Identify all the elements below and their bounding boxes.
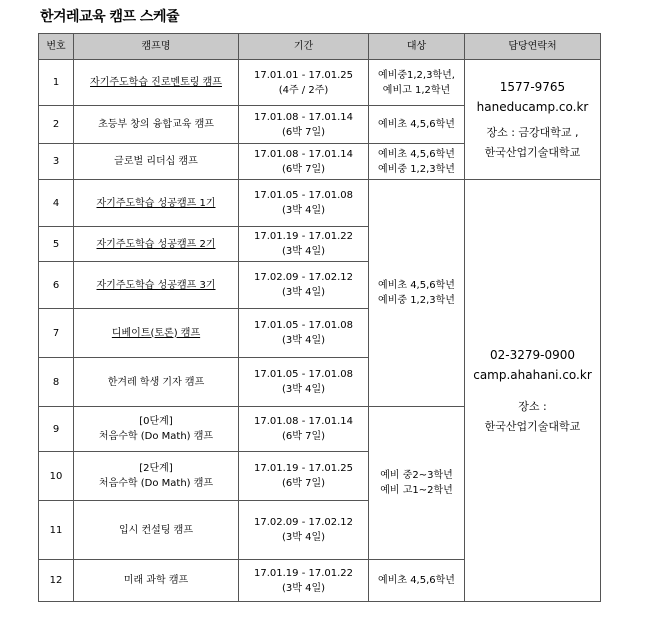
contact-cell-a	[465, 60, 601, 180]
cell-period: 17.01.05 - 17.01.08 (3박 4일)	[239, 309, 369, 358]
cell-target-group-a: 예비초 4,5,6학년 예비중 1,2,3학년	[369, 180, 465, 407]
cell-no: 9	[39, 407, 74, 452]
cell-target: 예비초 4,5,6학년	[369, 106, 465, 144]
cell-target-group-b: 예비 중2~3학년 예비 고1~2학년	[369, 407, 465, 560]
cell-period: 17.01.01 - 17.01.25 (4주 / 2주)	[239, 60, 369, 106]
cell-period: 17.01.08 - 17.01.14 (6박 7일)	[239, 144, 369, 180]
page-title: 한겨레교육 캠프 스케쥴	[40, 9, 179, 25]
contact-place2: 한국산업기술대학교	[484, 145, 581, 159]
cell-period: 17.02.09 - 17.02.12 (3박 4일)	[239, 501, 369, 560]
cell-name: 자기주도학습 성공캠프 1기	[74, 180, 239, 227]
cell-period: 17.02.09 - 17.02.12 (3박 4일)	[239, 262, 369, 309]
contact-place2: 한국산업기술대학교	[484, 419, 581, 433]
cell-no: 1	[39, 60, 74, 106]
cell-no: 12	[39, 560, 74, 602]
cell-period: 17.01.05 - 17.01.08 (3박 4일)	[239, 180, 369, 227]
cell-no: 7	[39, 309, 74, 358]
cell-period: 17.01.19 - 17.01.25 (6박 7일)	[239, 452, 369, 501]
contact-cell-b	[465, 180, 601, 602]
cell-target: 예비초 4,5,6학년 예비중 1,2,3학년	[369, 144, 465, 180]
cell-name: [0단계] 처음수학 (Do Math) 캠프	[74, 407, 239, 452]
cell-no: 11	[39, 501, 74, 560]
contact-site: haneducamp.co.kr	[476, 99, 589, 114]
cell-name: 미래 과학 캠프	[74, 560, 239, 602]
contact-phone: 02-3279-0900	[489, 347, 575, 362]
cell-target: 예비초 4,5,6학년	[369, 560, 465, 602]
cell-name: 자기주도학습 성공캠프 2기	[74, 227, 239, 262]
contact-site: camp.ahahani.co.kr	[473, 367, 592, 382]
cell-name: 글로벌 리더십 캠프	[74, 144, 239, 180]
cell-target: 예비중1,2,3학년, 예비고 1,2학년	[369, 60, 465, 106]
header-row	[39, 34, 601, 60]
cell-period: 17.01.08 - 17.01.14 (6박 7일)	[239, 106, 369, 144]
contact-phone: 1577-9765	[499, 79, 566, 94]
schedule-table	[38, 33, 601, 602]
header-name: 캠프명	[74, 34, 239, 60]
cell-no: 3	[39, 144, 74, 180]
header-contact: 담당연락처	[465, 34, 601, 60]
header-target: 대상	[369, 34, 465, 60]
cell-period: 17.01.05 - 17.01.08 (3박 4일)	[239, 358, 369, 407]
cell-no: 5	[39, 227, 74, 262]
cell-name: [2단계] 처음수학 (Do Math) 캠프	[74, 452, 239, 501]
cell-period: 17.01.19 - 17.01.22 (3박 4일)	[239, 227, 369, 262]
cell-period: 17.01.19 - 17.01.22 (3박 4일)	[239, 560, 369, 602]
cell-name: 자기주도학습 진로멘토링 캠프	[74, 60, 239, 106]
cell-period: 17.01.08 - 17.01.14 (6박 7일)	[239, 407, 369, 452]
cell-name: 한겨레 학생 기자 캠프	[74, 358, 239, 407]
header-no: 번호	[39, 34, 74, 60]
table-row	[39, 180, 601, 227]
cell-no: 8	[39, 358, 74, 407]
cell-name: 입시 컨설팅 캠프	[74, 501, 239, 560]
cell-no: 2	[39, 106, 74, 144]
contact-place: 장소 :	[518, 399, 547, 413]
cell-name: 초등부 창의 융합교육 캠프	[74, 106, 239, 144]
cell-name: 자기주도학습 성공캠프 3기	[74, 262, 239, 309]
table-row	[39, 60, 601, 106]
cell-no: 10	[39, 452, 74, 501]
header-period: 기간	[239, 34, 369, 60]
contact-place: 장소 : 금강대학교 ,	[486, 125, 579, 139]
cell-name: 디베이트(토론) 캠프	[74, 309, 239, 358]
cell-no: 6	[39, 262, 74, 309]
cell-no: 4	[39, 180, 74, 227]
